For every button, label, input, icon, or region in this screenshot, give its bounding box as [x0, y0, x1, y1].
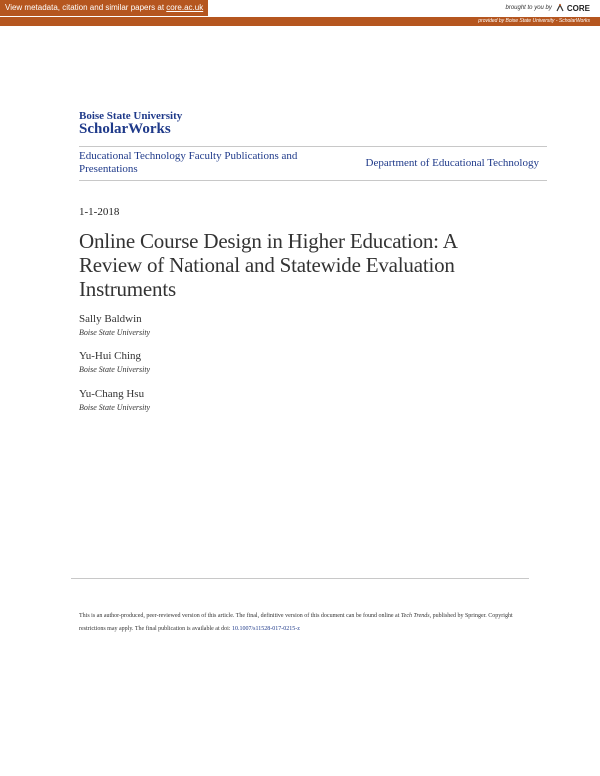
core-logo-icon [555, 3, 565, 13]
author-name: Yu-Hui Ching [79, 350, 142, 362]
repository-name[interactable]: ScholarWorks [79, 121, 171, 137]
core-metadata-link[interactable] [0, 0, 208, 16]
author-name: Sally Baldwin [79, 313, 142, 325]
doi-link[interactable]: 10.1007/s11528-017-0215-z [231, 626, 300, 632]
author-affiliation: Boise State University [79, 328, 151, 337]
collection-link[interactable]: Educational Technology Faculty Publications and Presentations [79, 150, 298, 175]
author-affiliation: Boise State University [79, 365, 151, 374]
core-logo-text: CORE [566, 3, 590, 13]
publication-date: 1-1-2018 [79, 206, 120, 218]
header-divider-top [79, 146, 547, 147]
core-link-prefix: View metadata, citation and similar papers at [5, 3, 167, 12]
department-link[interactable]: Department of Educational Technology [365, 157, 539, 169]
core-logo[interactable] [555, 3, 590, 13]
footer-note [79, 610, 529, 636]
core-link-text[interactable]: core.ac.uk [166, 3, 204, 12]
core-banner [0, 0, 600, 17]
journal-name: Tech Trends [400, 613, 430, 619]
footer-divider [71, 578, 529, 579]
institution-name[interactable]: Boise State University [79, 110, 183, 122]
footer-text-2: , published by Springer. Copyright restrictions may apply. The final publication is available at doi: [79, 613, 513, 632]
provided-by-bar [0, 17, 600, 26]
brought-text: brought to you by [505, 5, 552, 11]
brought-to-you[interactable] [506, 3, 591, 13]
article-title: Online Course Design in Higher Education: A Review of National and Statewide Evaluation Instruments [79, 229, 457, 301]
author-affiliation: Boise State University [79, 403, 151, 412]
header-divider-bottom [79, 180, 547, 181]
footer-text-1: This is an author-produced, peer-reviewed version of this article. The final, definitive version of this document can be found online at [79, 613, 401, 619]
provided-by-text[interactable]: provided by Boise State University - ScholarWorks [478, 18, 590, 24]
author-name: Yu-Chang Hsu [79, 388, 145, 400]
